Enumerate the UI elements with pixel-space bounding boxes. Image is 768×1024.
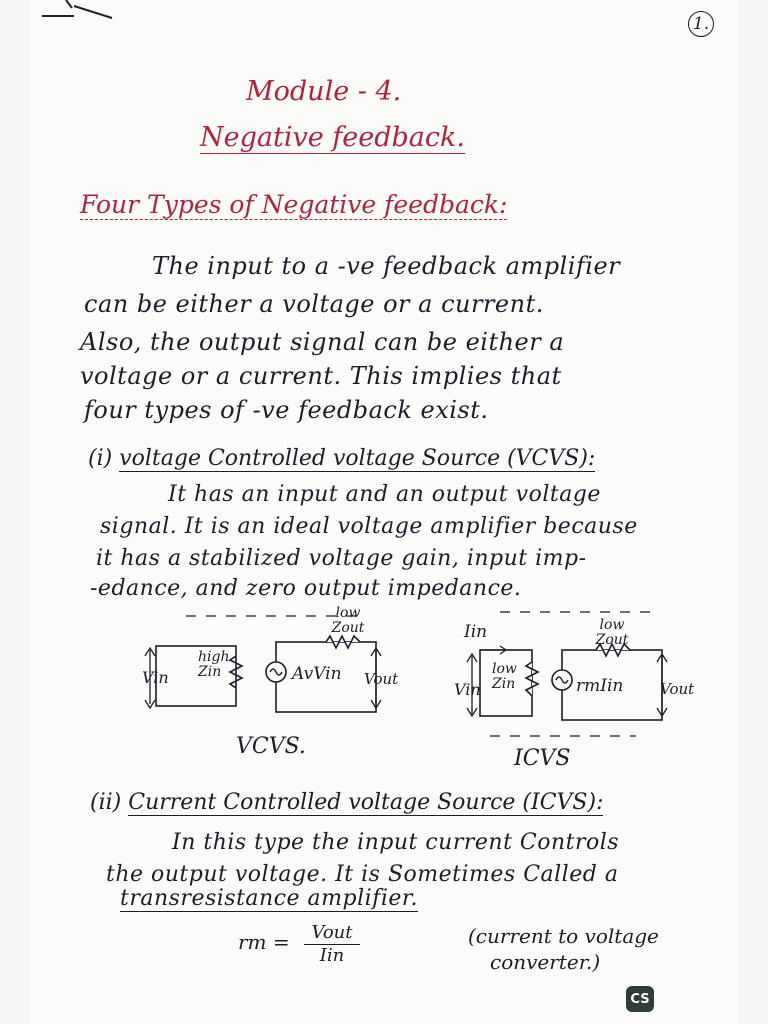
- vcvs-vin-label: Vin: [142, 668, 169, 687]
- vcvs-line-3: it has a stabilized voltage gain, input imp-: [96, 546, 587, 571]
- vcvs-heading: (i) voltage Controlled voltage Source (VCVS):: [88, 446, 596, 471]
- intro-line-1: The input to a -ve feedback amplifier: [152, 252, 621, 280]
- icvs-vout-label: Vout: [660, 680, 695, 698]
- vcvs-line-4: -edance, and zero output impedance.: [90, 576, 522, 601]
- intro-line-2: can be either a voltage or a current.: [84, 290, 544, 318]
- vcvs-vout-label: Vout: [364, 670, 399, 688]
- formula-numerator: Vout: [304, 922, 360, 945]
- converter-note-line-2: converter.): [490, 950, 601, 974]
- camscanner-logo: CS: [626, 986, 654, 1012]
- icvs-vin-label: Vin: [454, 680, 481, 699]
- icvs-zin-label: low Zin: [492, 661, 517, 692]
- vcvs-caption: VCVS.: [236, 734, 306, 759]
- page-corner-mark: [40, 0, 120, 24]
- vcvs-source-label: AvVin: [292, 664, 342, 684]
- module-title: Module - 4.: [246, 76, 402, 107]
- formula-lhs: rm =: [238, 930, 290, 954]
- icvs-line-3: transresistance amplifier.: [120, 886, 418, 911]
- intro-line-4: voltage or a current. This implies that: [80, 362, 562, 390]
- formula-fraction: [304, 922, 360, 967]
- module-subtitle: Negative feedback.: [200, 122, 465, 153]
- vcvs-line-1: It has an input and an output voltage: [168, 482, 601, 507]
- icvs-line-2: the output voltage. It is Sometimes Called a: [106, 862, 619, 887]
- intro-line-3: Also, the output signal can be either a: [80, 328, 565, 356]
- page-number: 1.: [688, 10, 714, 37]
- icvs-heading: (ii) Current Controlled voltage Source (ICVS):: [90, 790, 604, 815]
- converter-note-line-1: (current to voltage: [468, 924, 659, 948]
- vcvs-zout-label: low Zout: [331, 605, 365, 636]
- icvs-source-label: rmIin: [576, 676, 624, 696]
- vcvs-zin-label: high Zin: [198, 649, 230, 680]
- icvs-caption: ICVS: [514, 746, 571, 771]
- intro-line-5: four types of -ve feedback exist.: [84, 396, 489, 424]
- icvs-line-1: In this type the input current Controls: [172, 830, 620, 855]
- icvs-iin-label: Iin: [464, 622, 488, 642]
- section-heading: Four Types of Negative feedback:: [80, 190, 508, 219]
- icvs-zout-label: low Zout: [595, 617, 629, 648]
- vcvs-line-2: signal. It is an ideal voltage amplifier because: [100, 514, 638, 539]
- formula-denominator: Iin: [319, 945, 345, 966]
